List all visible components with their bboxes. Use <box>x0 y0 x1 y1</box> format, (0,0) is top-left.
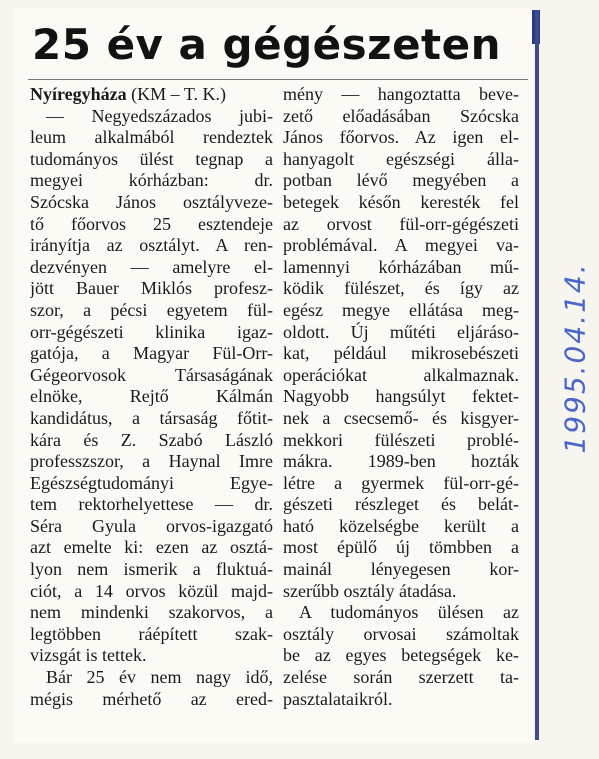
article-line: szerűbb osztály átadása. <box>283 580 457 601</box>
article-line: hanyagolt egészségi álla- <box>283 148 519 169</box>
article-line: zető előadásában Szócska <box>283 105 519 126</box>
article-line: mainál lényegesen kor- <box>283 559 519 580</box>
article-line: gészeti részleget és belát- <box>283 494 519 515</box>
article-line: az orvost fül-orr-gégészeti <box>283 213 519 234</box>
article-line: Bár 25 év nem nagy idő, <box>46 667 273 688</box>
article-line: mákra. 1989-ben hozták <box>283 451 519 472</box>
article-line: tudományos ülést tegnap a <box>30 148 273 169</box>
article-line: be az egyes betegségek ke- <box>283 645 519 666</box>
article-line: most épülő új tömbben a <box>283 537 519 558</box>
article-line: irányítja az osztályt. A ren- <box>30 235 273 256</box>
article-line: — Negyedszázados jubi- <box>46 105 273 126</box>
article-line: kandidátus, a társaság főtit- <box>30 407 273 428</box>
margin-rule <box>535 10 539 740</box>
dateline <box>30 84 273 106</box>
article-line: tem rektorhelyettese — dr. <box>30 494 273 515</box>
article-line: Nagyobb hangsúlyt fektet- <box>283 386 519 407</box>
handwritten-date <box>555 258 595 458</box>
article-line: tő főorvos 25 esztendeje <box>30 213 273 234</box>
article-column-1 <box>30 84 273 710</box>
article-line: nek a csecsemő- és kisgyer- <box>283 407 519 428</box>
article-line: potban lévő megyében a <box>283 170 519 191</box>
article-line: mégis mérhető az ered- <box>30 688 273 709</box>
article-line: dezvényen — amelyre el- <box>30 256 273 277</box>
byline: (KM – T. K.) <box>126 84 226 104</box>
article-column-2 <box>283 84 519 710</box>
article-line: orr-gégészeti klinika igaz- <box>30 321 273 342</box>
article-line: osztály orvosai számoltak <box>283 623 519 644</box>
dateline-place: Nyíregyháza <box>30 84 127 104</box>
article-line: ható közelségbe került a <box>283 515 519 536</box>
article-line: Egészségtudományi Egye- <box>30 472 273 493</box>
article-line: operációkat alkalmaznak. <box>283 364 519 385</box>
article-line: kat, például mikrosebészeti <box>283 343 519 364</box>
article-line: János főorvos. Az igen el- <box>283 127 519 148</box>
article-line: legtöbben ráépített szak- <box>30 623 273 644</box>
article-line: A tudományos ülésen az <box>299 602 519 623</box>
article-line: Gégeorvosok Társaságának <box>30 364 273 385</box>
article-line: Szócska János osztályveze- <box>30 191 273 212</box>
article-line: vizsgát is tettek. <box>30 645 147 666</box>
handwritten-date-text: 1995.04.14. <box>558 262 592 454</box>
article-line: kára és Z. Szabó László <box>30 429 273 450</box>
article-line: oldott. Új műtéti eljáráso- <box>283 321 519 342</box>
article-line: lamennyi kórházában mű- <box>283 256 519 277</box>
article-line: lyon nem ismerik a fluktuá- <box>30 559 273 580</box>
article-line: mény — hangoztatta beve- <box>283 84 519 104</box>
article-line: professzszor, a Haynal Imre <box>30 451 273 472</box>
headline-divider <box>28 79 528 80</box>
article-line: mekkori fülészeti problé- <box>283 429 519 450</box>
headline: 25 év a gégészeten <box>32 20 502 69</box>
article-line: jött Bauer Miklós profesz- <box>30 278 273 299</box>
article-line: létre a gyermek fül-orr-gé- <box>283 472 519 493</box>
article-line: leum alkalmából rendeztek <box>30 127 273 148</box>
article-line: ciót, a 14 orvos közül majd- <box>30 580 273 601</box>
article-line: Séra Gyula orvos-igazgató <box>30 515 273 536</box>
article-line: zelése során szerzett ta- <box>283 667 519 688</box>
article-line: pasztalataikról. <box>283 688 393 709</box>
article-line: egész megye ellátása meg- <box>283 299 519 320</box>
article-line: nem mindenki szakorvos, a <box>30 602 273 623</box>
article-line: ködik fülészet, és így az <box>283 278 519 299</box>
article-line: gatója, a Magyar Fül-Orr- <box>30 343 273 364</box>
article-line: betegek későn keresték fel <box>283 191 519 212</box>
article-line: azt emelte ki: ezen az osztá- <box>30 537 273 558</box>
article-line: elnöke, Rejtő Kálmán <box>30 386 273 407</box>
article-line: problémával. A megyei va- <box>283 235 519 256</box>
article-line: megyei kórházban: dr. <box>30 170 273 191</box>
article-line: szor, a pécsi egyetem fül- <box>30 299 273 320</box>
